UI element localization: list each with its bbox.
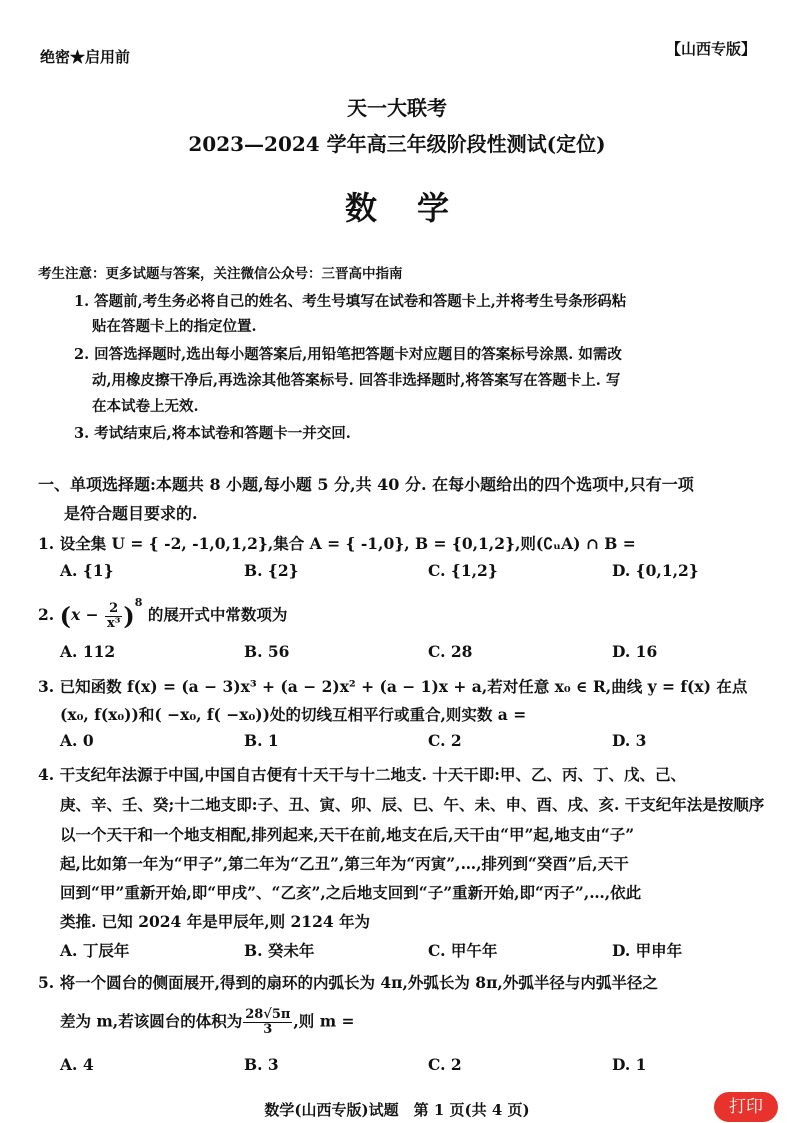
option-b: B. 1 [244,731,279,750]
fraction-denominator: x³ [106,615,121,631]
var-x: x [70,605,81,624]
page-footer: 数学(山西专版)试题 第 1 页(共 4 页) [264,1101,530,1119]
section-heading-cont: 是符合题目要求的. [64,504,198,523]
question-4-line: 庚、辛、壬、癸;十二地支即:子、丑、寅、卯、辰、巳、午、未、申、酉、戌、亥. 干支纪年法是按顺序 [60,795,765,814]
question-4-line: 4. 干支纪年法源于中国,中国自古便有十天干与十二地支. 十天干即:甲、乙、丙、丁、戊、己、 [38,765,686,784]
option-c: C. 2 [428,1055,462,1074]
fraction-numerator: 28√5π [245,1007,291,1022]
subject-title: 数学 [344,189,489,227]
notice-line: 3. 考试结束后,将本试卷和答题卡一并交回. [74,425,351,442]
question-3-line: (x₀, f(x₀))和( −x₀, f( −x₀))处的切线互相平行或重合,则实数 a = [60,705,527,724]
section-heading: 一、单项选择题:本题共 8 小题,每小题 5 分,共 40 分. 在每小题给出的四个选项中,只有一项 [38,475,694,494]
question-5-text-end: ,则 m = [293,1011,355,1031]
question-5-line: 5. 将一个圆台的侧面展开,得到的扇环的内弧长为 4π,外弧长为 8π,外弧半径与内弧半径之 [38,973,658,992]
fraction [105,602,122,631]
option-a: A. 4 [60,1055,94,1074]
paren-close: ) [123,601,135,631]
option-b: B. 3 [244,1055,279,1074]
notice-line: 2. 回答选择题时,选出每小题答案后,用铅笔把答题卡对应题目的答案标号涂黑. 如需改 [74,346,622,363]
notice-heading: 考生注意：更多试题与答案，关注微信公众号：三晋高中指南 [38,266,403,282]
option-d: D. 16 [612,642,658,661]
exam-org-title: 天一大联考 [347,96,447,120]
exam-title: 2023—2024 学年高三年级阶段性测试(定位) [188,132,606,156]
question-5-text: 差为 m,若该圆台的体积为 [60,1011,243,1031]
option-a: A. 112 [60,642,116,661]
paren-open: ( [59,601,71,631]
question-4-line: 类推. 已知 2024 年是甲辰年,则 2124 年为 [60,912,371,931]
option-c: C. 甲午年 [428,941,498,960]
option-b: B. {2} [244,561,299,580]
notice-line: 1. 答题前,考生务必将自己的姓名、考生号填写在试卷和答题卡上,并将考生号条形码粘 [74,293,627,310]
print-button[interactable]: 打印 [714,1092,778,1122]
fraction-numerator: 2 [105,602,122,617]
option-a: A. 丁辰年 [60,941,130,960]
question-5-line [60,1008,354,1037]
option-a: A. 0 [60,731,94,750]
question-4-line: 以一个天干和一个地支相配,排列起来,天干在前,地支在后,天干由“甲”起,地支由“子” [60,825,635,844]
fraction-denominator: 3 [263,1022,273,1037]
exponent: 8 [134,596,143,609]
question-2-stem [38,596,287,631]
question-4-line: 起,比如第一年为“甲子”,第二年为“乙丑”,第三年为“丙寅”,…,排列到“癸酉”后,天干 [60,854,629,873]
question-3-line: 3. 已知函数 f(x) = (a − 3)x³ + (a − 2)x² + (a − 1)x + a,若对任意 x₀ ∈ R,曲线 y = f(x) 在点 [38,677,748,696]
question-4-line: 回到“甲”重新开始,即“甲戌”、“乙亥”,之后地支回到“子”重新开始,即“丙子”,…,依此 [60,883,642,902]
notice-line: 动,用橡皮擦干净后,再选涂其他答案标号. 回答非选择题时,将答案写在答题卡上. 写 [92,372,621,389]
notice-line: 在本试卷上无效. [92,398,199,415]
question-1-stem: 1. 设全集 U = { -2, -1,0,1,2},集合 A = { -1,0}, B = {0,1,2},则(∁ᵤA) ∩ B = [38,534,636,553]
notice-line: 贴在答题卡上的指定位置. [92,318,257,335]
option-d: D. 3 [612,731,647,750]
edition-tag: 【山西专版】 [665,40,756,58]
option-a: A. {1} [60,561,114,580]
question-2-text: 的展开式中常数项为 [142,605,288,624]
option-b: B. 56 [244,642,290,661]
option-d: D. 甲申年 [612,941,683,960]
volume-fraction [243,1008,292,1037]
option-c: C. {1,2} [428,561,498,580]
option-d: D. 1 [612,1055,647,1074]
option-b: B. 癸未年 [244,941,315,960]
option-d: D. {0,1,2} [612,561,699,580]
confidential-label: 绝密★启用前 [40,48,131,66]
question-number: 2. [38,605,60,624]
option-c: C. 28 [428,642,473,661]
minus-sign: − [80,605,104,624]
option-c: C. 2 [428,731,462,750]
